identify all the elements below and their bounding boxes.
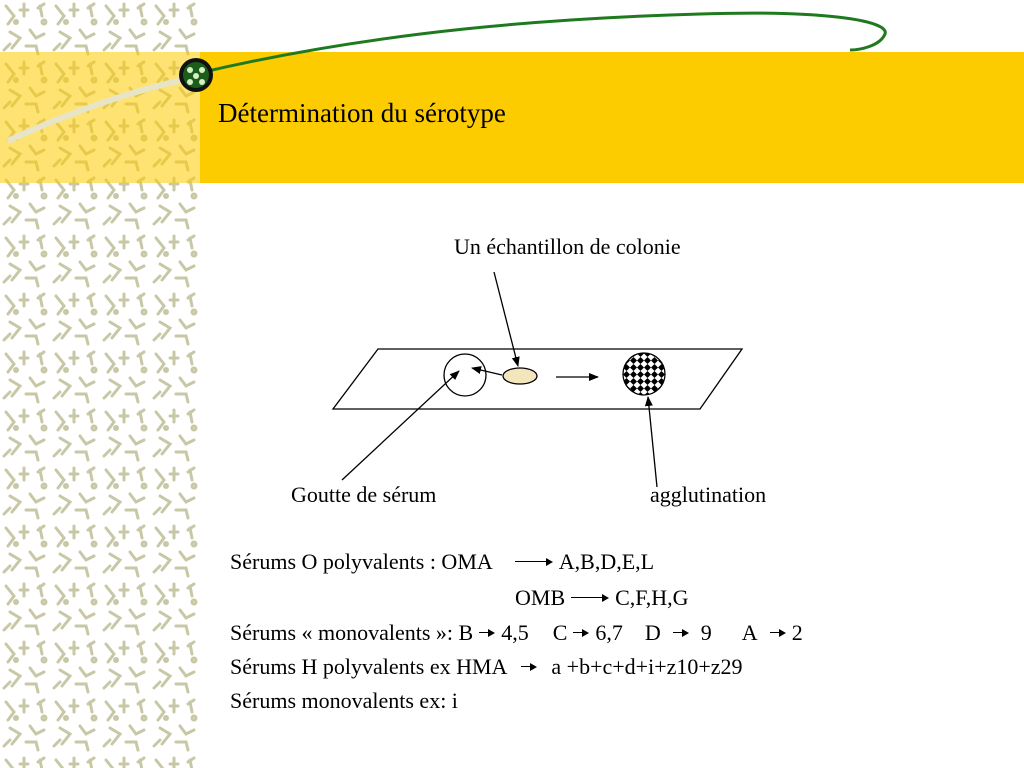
text-line-1 <box>230 549 654 575</box>
c-text: C <box>552 620 568 645</box>
agglutination-label: agglutination <box>650 482 767 507</box>
glass-slide <box>333 349 742 409</box>
arrow-icon <box>573 627 589 639</box>
serum-o-polyvalent-text: Sérums O polyvalents : OMA <box>230 549 493 574</box>
text-line-4 <box>230 654 743 680</box>
colony-sample-label: Un échantillon de colonie <box>454 234 681 259</box>
arrow-icon <box>479 627 495 639</box>
oma-result-text: A,B,D,E,L <box>558 549 655 574</box>
serum-drop-label: Goutte de sérum <box>291 482 437 507</box>
agglutinated-drop <box>623 353 665 395</box>
a-result-text: 2 <box>791 620 803 645</box>
arrow-icon <box>571 592 609 604</box>
hma-result-text: a +b+c+d+i+z10+z29 <box>551 654 743 679</box>
arrow-icon <box>770 627 786 639</box>
slide-title: Détermination du sérotype <box>218 98 506 128</box>
a-text: A <box>741 620 758 645</box>
b-result-text: 4,5 <box>501 620 529 645</box>
c-result-text: 6,7 <box>595 620 623 645</box>
arrow-icon <box>521 661 537 673</box>
agglutination-pointer-line <box>648 397 657 487</box>
colony-sample <box>503 368 537 384</box>
text-line-5 <box>230 688 458 714</box>
serum-monovalent-b-text: Sérums « monovalents »: B <box>230 620 474 645</box>
serum-h-polyvalent-text: Sérums H polyvalents ex HMA <box>230 654 508 679</box>
arrow-icon <box>515 556 553 568</box>
serum-pointer-line <box>342 371 459 480</box>
omb-text: OMB <box>515 585 566 610</box>
text-line-3 <box>230 620 803 646</box>
omb-result-text: C,F,H,G <box>615 585 689 610</box>
d-text: D <box>644 620 661 645</box>
arrow-icon <box>673 627 689 639</box>
text-line-2 <box>515 585 689 611</box>
serum-monovalent-example-text: Sérums monovalents ex: i <box>230 688 458 713</box>
colony-pointer-line <box>494 272 518 366</box>
serum-drop <box>444 354 486 396</box>
d-result-text: 9 <box>700 620 712 645</box>
